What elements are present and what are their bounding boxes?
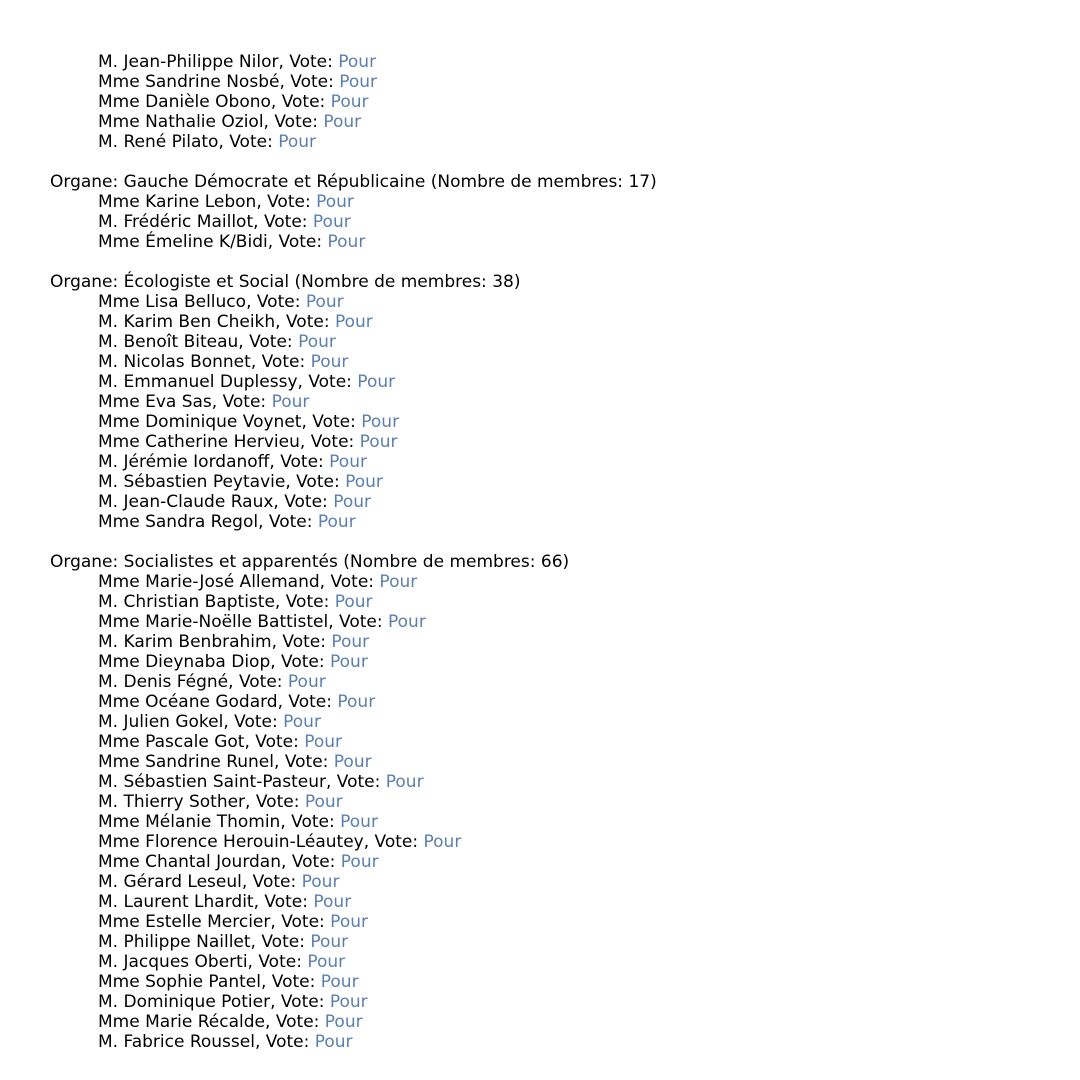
vote-value: Pour (340, 852, 379, 872)
organe-group (50, 172, 1050, 252)
vote-label: Vote: (290, 72, 340, 92)
vote-label: Vote: (222, 392, 272, 412)
member-row (50, 92, 1050, 112)
separator: , (211, 392, 223, 412)
membres-prefix: (Nombre de membres: (289, 272, 493, 292)
member-row (50, 672, 1050, 692)
separator: , (250, 352, 262, 372)
member-row (50, 52, 1050, 72)
vote-label: Vote: (280, 992, 330, 1012)
organe-name: Socialistes et apparentés (123, 552, 338, 572)
vote-value: Pour (329, 992, 368, 1012)
member-name: Mme Catherine Hervieu (98, 432, 300, 452)
vote-label: Vote: (255, 732, 305, 752)
member-name: Mme Sandrine Nosbé (98, 72, 280, 92)
member-name: Mme Marie-José Allemand (98, 572, 320, 592)
vote-value: Pour (338, 52, 377, 72)
separator: , (363, 832, 375, 852)
separator: , (325, 772, 337, 792)
vote-value: Pour (330, 912, 368, 932)
separator: , (275, 312, 286, 332)
vote-label: Vote: (312, 412, 362, 432)
vote-value: Pour (312, 212, 351, 232)
separator: , (245, 792, 256, 812)
separator: , (273, 492, 285, 512)
vote-value: Pour (304, 792, 343, 812)
member-row (50, 432, 1050, 452)
vote-label: Vote: (271, 972, 321, 992)
member-name: Mme Karine Lebon (98, 192, 257, 212)
vote-label: Vote: (289, 52, 339, 72)
separator: , (269, 452, 281, 472)
vote-label: Vote: (238, 672, 288, 692)
vote-label: Vote: (291, 852, 341, 872)
separator: , (299, 432, 311, 452)
vote-value: Pour (301, 872, 340, 892)
member-row (50, 652, 1050, 672)
vote-value: Pour (310, 932, 349, 952)
member-name: M. Laurent Lhardit (98, 892, 254, 912)
member-row (50, 392, 1050, 412)
member-name: Mme Dieynaba Diop (98, 652, 271, 672)
member-name: M. Jacques Oberti (98, 952, 248, 972)
member-name: M. Jean-Philippe Nilor (98, 52, 279, 72)
organe-prefix: Organe: (50, 172, 124, 192)
vote-value: Pour (423, 832, 462, 852)
organe-name: Gauche Démocrate et Républicaine (123, 172, 426, 192)
member-name: Mme Lisa Belluco (98, 292, 247, 312)
separator: , (278, 52, 290, 72)
vote-label: Vote: (267, 192, 317, 212)
vote-label: Vote: (278, 232, 328, 252)
separator: , (265, 1012, 276, 1032)
vote-label: Vote: (280, 452, 330, 472)
vote-label: Vote: (282, 632, 332, 652)
separator: , (223, 712, 235, 732)
vote-value: Pour (337, 692, 376, 712)
organe-prefix: Organe: (50, 272, 124, 292)
member-name: M. Jean-Claude Raux (98, 492, 274, 512)
vote-label: Vote: (258, 952, 308, 972)
vote-value: Pour (298, 332, 336, 352)
member-name: Mme Dominique Voynet (98, 412, 302, 432)
vote-label: Vote: (261, 352, 311, 372)
organe-heading (50, 552, 1050, 572)
separator: , (270, 912, 282, 932)
vote-value: Pour (327, 232, 366, 252)
member-name: M. Karim Ben Cheikh (98, 312, 276, 332)
vote-value: Pour (323, 112, 362, 132)
organe-name: Écologiste et Social (123, 272, 290, 292)
vote-label: Vote: (274, 112, 324, 132)
separator: , (218, 132, 230, 152)
separator: , (244, 732, 256, 752)
vote-value: Pour (334, 592, 373, 612)
vote-value: Pour (330, 92, 369, 112)
separator: , (228, 672, 239, 692)
member-row (50, 872, 1050, 892)
vote-value: Pour (283, 712, 321, 732)
member-name: M. Julien Gokel (98, 712, 224, 732)
member-row (50, 312, 1050, 332)
separator: , (280, 812, 292, 832)
member-row (50, 492, 1050, 512)
member-row (50, 292, 1050, 312)
vote-value: Pour (340, 812, 378, 832)
vote-label: Vote: (249, 332, 299, 352)
member-name: Mme Chantal Jourdan (98, 852, 281, 872)
member-name: M. René Pilato (98, 132, 219, 152)
member-name: Mme Pascale Got (98, 732, 245, 752)
member-row (50, 232, 1050, 252)
organe-heading (50, 272, 1050, 292)
separator: , (281, 852, 292, 872)
vote-value: Pour (385, 772, 424, 792)
separator: , (270, 992, 281, 1012)
member-name: M. Denis Fégné (98, 672, 229, 692)
separator: , (328, 612, 340, 632)
member-name: M. Thierry Sother (98, 792, 246, 812)
separator: , (238, 332, 250, 352)
separator: , (279, 72, 291, 92)
member-name: Mme Sandrine Runel (98, 752, 274, 772)
member-name: Mme Estelle Mercier (98, 912, 271, 932)
member-row (50, 72, 1050, 92)
separator: , (301, 412, 313, 432)
member-row (50, 732, 1050, 752)
separator: , (297, 372, 309, 392)
vote-value: Pour (287, 672, 326, 692)
vote-label: Vote: (374, 832, 424, 852)
member-row (50, 992, 1050, 1012)
vote-value: Pour (331, 632, 370, 652)
member-row (50, 952, 1050, 972)
separator: , (253, 892, 265, 912)
vote-label: Vote: (263, 212, 313, 232)
vote-label: Vote: (308, 372, 358, 392)
vote-value: Pour (317, 512, 356, 532)
member-row (50, 452, 1050, 472)
vote-value: Pour (305, 292, 344, 312)
member-name: Mme Sophie Pantel (98, 972, 261, 992)
vote-label: Vote: (296, 472, 346, 492)
member-row (50, 592, 1050, 612)
member-name: Mme Mélanie Thomin (98, 812, 281, 832)
member-row (50, 852, 1050, 872)
member-row (50, 692, 1050, 712)
vote-label: Vote: (281, 912, 331, 932)
member-row (50, 412, 1050, 432)
member-name: Mme Marie Récalde (98, 1012, 265, 1032)
vote-value: Pour (316, 192, 354, 212)
membres-count: 17 (628, 172, 651, 192)
member-name: Mme Eva Sas (98, 392, 212, 412)
member-name: Mme Émeline K/Bidi (98, 232, 268, 252)
member-row (50, 572, 1050, 592)
separator: , (250, 932, 262, 952)
separator: , (253, 212, 264, 232)
vote-label: Vote: (281, 652, 331, 672)
vote-label: Vote: (285, 312, 335, 332)
vote-value: Pour (278, 132, 317, 152)
member-row (50, 1012, 1050, 1032)
member-row (50, 212, 1050, 232)
vote-label: Vote: (284, 492, 334, 512)
membres-suffix: ) (650, 172, 657, 192)
member-row (50, 112, 1050, 132)
separator: , (319, 572, 331, 592)
member-row (50, 1032, 1050, 1052)
member-row (50, 192, 1050, 212)
vote-label: Vote: (281, 92, 331, 112)
organe-group (50, 52, 1050, 152)
member-name: M. Jérémie Iordanoff (98, 452, 270, 472)
member-row (50, 772, 1050, 792)
vote-label: Vote: (268, 512, 318, 532)
member-name: M. Emmanuel Duplessy (98, 372, 298, 392)
organe-group (50, 552, 1050, 1052)
vote-label: Vote: (261, 932, 311, 952)
vote-value: Pour (307, 952, 346, 972)
separator: , (270, 92, 282, 112)
vote-label: Vote: (339, 612, 388, 632)
vote-label: Vote: (265, 1032, 315, 1052)
member-row (50, 912, 1050, 932)
vote-label: Vote: (288, 692, 338, 712)
member-row (50, 132, 1050, 152)
vote-value: Pour (330, 652, 368, 672)
separator: , (254, 1032, 266, 1052)
member-name: M. Frédéric Maillot (98, 212, 254, 232)
vote-value: Pour (333, 492, 371, 512)
vote-value: Pour (329, 452, 367, 472)
separator: , (271, 632, 283, 652)
member-row (50, 332, 1050, 352)
membres-suffix: ) (562, 552, 570, 572)
membres-prefix: (Nombre de membres: (425, 172, 629, 192)
vote-value: Pour (313, 892, 352, 912)
member-name: Mme Marie-Noëlle Battistel (98, 612, 329, 632)
member-row (50, 512, 1050, 532)
vote-value: Pour (339, 72, 378, 92)
separator: , (263, 112, 275, 132)
vote-label: Vote: (275, 1012, 325, 1032)
vote-value: Pour (361, 412, 400, 432)
member-name: Mme Océane Godard (98, 692, 278, 712)
member-row (50, 812, 1050, 832)
member-name: Mme Sandra Regol (98, 512, 259, 532)
vote-value: Pour (357, 372, 396, 392)
separator: , (285, 472, 297, 492)
vote-label: Vote: (284, 752, 334, 772)
member-row (50, 932, 1050, 952)
vote-value: Pour (388, 612, 426, 632)
membres-prefix: (Nombre de membres: (337, 552, 541, 572)
separator: , (247, 952, 259, 972)
member-row (50, 972, 1050, 992)
vote-label: Vote: (255, 792, 305, 812)
member-name: Mme Nathalie Oziol (98, 112, 264, 132)
organe-prefix: Organe: (50, 552, 124, 572)
member-name: M. Sébastien Saint-Pasteur (98, 772, 326, 792)
vote-label: Vote: (285, 592, 335, 612)
separator: , (241, 872, 253, 892)
vote-value: Pour (320, 972, 359, 992)
organe-group (50, 272, 1050, 532)
separator: , (274, 592, 286, 612)
vote-value: Pour (359, 432, 398, 452)
member-name: Mme Danièle Obono (98, 92, 271, 112)
member-name: M. Fabrice Roussel (98, 1032, 255, 1052)
member-name: M. Karim Benbrahim (98, 632, 272, 652)
vote-label: Vote: (256, 292, 306, 312)
vote-value: Pour (334, 312, 373, 332)
membres-count: 38 (492, 272, 514, 292)
membres-suffix: ) (513, 272, 521, 292)
member-name: M. Benoît Biteau (98, 332, 239, 352)
member-name: M. Christian Baptiste (98, 592, 275, 612)
member-row (50, 892, 1050, 912)
separator: , (267, 232, 279, 252)
organe-heading (50, 172, 1050, 192)
vote-label: Vote: (229, 132, 279, 152)
member-row (50, 832, 1050, 852)
vote-label: Vote: (252, 872, 302, 892)
vote-value: Pour (314, 1032, 353, 1052)
separator: , (260, 972, 272, 992)
member-name: M. Philippe Naillet (98, 932, 251, 952)
separator: , (274, 752, 285, 772)
vote-value: Pour (271, 392, 310, 412)
vote-value: Pour (310, 352, 349, 372)
member-row (50, 612, 1050, 632)
separator: , (258, 512, 269, 532)
member-name: M. Gérard Leseul (98, 872, 242, 892)
vote-value: Pour (333, 752, 372, 772)
member-row (50, 712, 1050, 732)
member-name: M. Sébastien Peytavie (98, 472, 286, 492)
vote-list-document (50, 52, 1050, 1052)
member-name: Mme Florence Herouin-Léautey (98, 832, 364, 852)
member-row (50, 372, 1050, 392)
separator: , (277, 692, 289, 712)
vote-label: Vote: (330, 572, 380, 592)
member-name: M. Nicolas Bonnet (98, 352, 251, 372)
member-row (50, 752, 1050, 772)
separator: , (256, 192, 268, 212)
vote-label: Vote: (310, 432, 360, 452)
member-name: M. Dominique Potier (98, 992, 271, 1012)
separator: , (270, 652, 282, 672)
member-row (50, 472, 1050, 492)
vote-value: Pour (345, 472, 383, 492)
vote-label: Vote: (264, 892, 314, 912)
separator: , (246, 292, 257, 312)
member-row (50, 792, 1050, 812)
vote-label: Vote: (291, 812, 341, 832)
vote-label: Vote: (234, 712, 284, 732)
membres-count: 66 (540, 552, 563, 572)
vote-value: Pour (379, 572, 418, 592)
vote-value: Pour (304, 732, 343, 752)
member-row (50, 632, 1050, 652)
member-row (50, 352, 1050, 372)
vote-value: Pour (324, 1012, 363, 1032)
vote-label: Vote: (336, 772, 386, 792)
